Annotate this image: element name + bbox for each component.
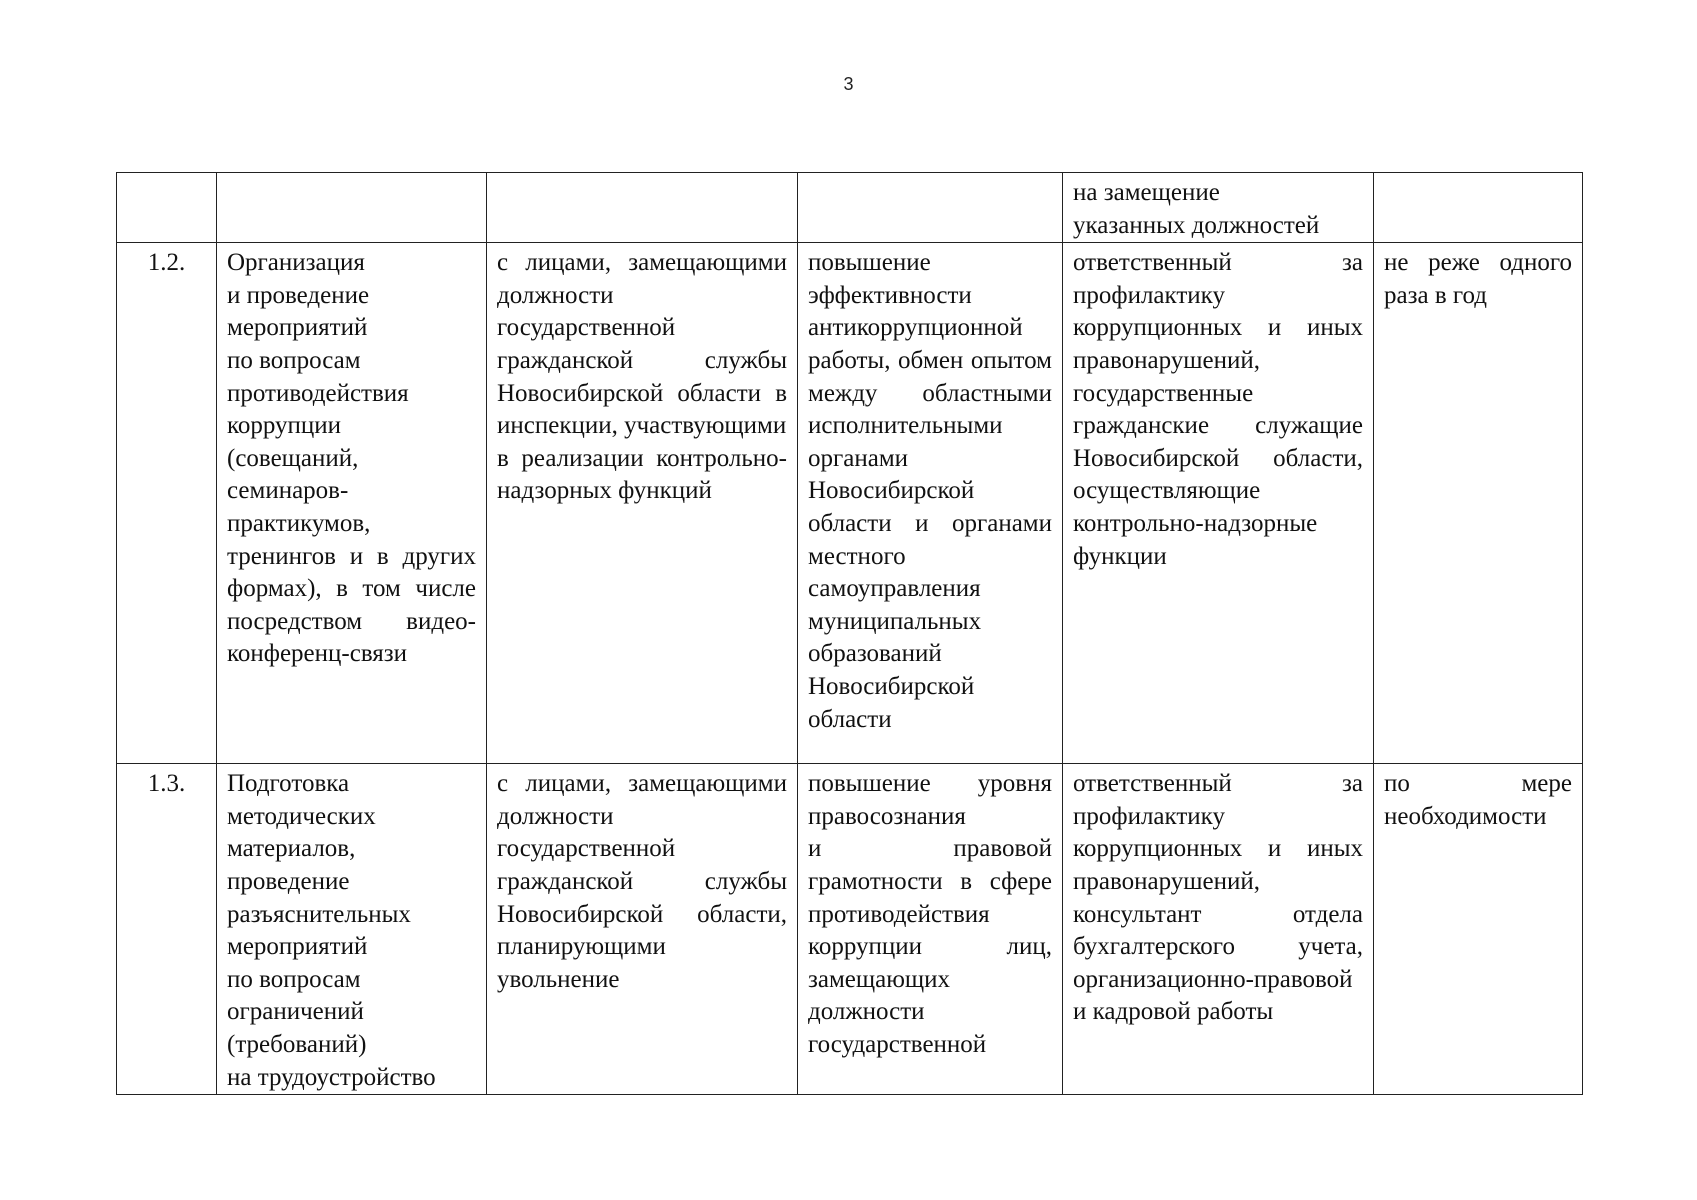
- measures-table: [116, 172, 1583, 1095]
- cell-target: [487, 173, 798, 243]
- cell-goal: повышение эффективности антикоррупционной работы, обмен опытом между областными исполнительными органами Новосибирской области и органами местного самоуправления муниципальных образований Новосибирской области: [798, 243, 1063, 764]
- cell-event: Организация и проведение мероприятий по вопросам противодействия коррупции (совещаний, семинаров- практикумов, тренингов и в других формах), в том числе посредством видео-конференц-связи: [217, 243, 487, 764]
- cell-term: не реже одного раза в год: [1374, 243, 1583, 764]
- cell-target: с лицами, замещающими должности государственной гражданской службы Новосибирской области, планирующими увольнение: [487, 764, 798, 1095]
- cell-responsible: ответственный за профилактику коррупционных и иных правонарушений, консультант отдела бухгалтерского учета, организационно-правовой и кадровой работы: [1063, 764, 1374, 1095]
- table-row: [117, 243, 1583, 764]
- cell-term: по мере необходимости: [1374, 764, 1583, 1095]
- cell-target: с лицами, замещающими должности государственной гражданской службы Новосибирской области в инспекции, участвующими в реализации контрольно-надзорных функций: [487, 243, 798, 764]
- table-row-continuation: [117, 173, 1583, 243]
- cell-number: [117, 173, 217, 243]
- cell-number: 1.2.: [117, 243, 217, 764]
- cell-term: [1374, 173, 1583, 243]
- page-number: 3: [843, 74, 854, 94]
- cell-event: Подготовка методических материалов, проведение разъяснительных мероприятий по вопросам ограничений (требований) на трудоустройство: [217, 764, 487, 1095]
- cell-responsible: ответственный за профилактику коррупционных и иных правонарушений, государственные гражданские служащие Новосибирской области, осуществляющие контрольно-надзорные функции: [1063, 243, 1374, 764]
- cell-goal: повышение уровня правосознания и правовой грамотности в сфере противодействия коррупции лиц, замещающих должности государственной: [798, 764, 1063, 1095]
- cell-number: 1.3.: [117, 764, 217, 1095]
- table-row: [117, 764, 1583, 1095]
- cell-goal: [798, 173, 1063, 243]
- cell-responsible: на замещение указанных должностей: [1063, 173, 1374, 243]
- cell-event: [217, 173, 487, 243]
